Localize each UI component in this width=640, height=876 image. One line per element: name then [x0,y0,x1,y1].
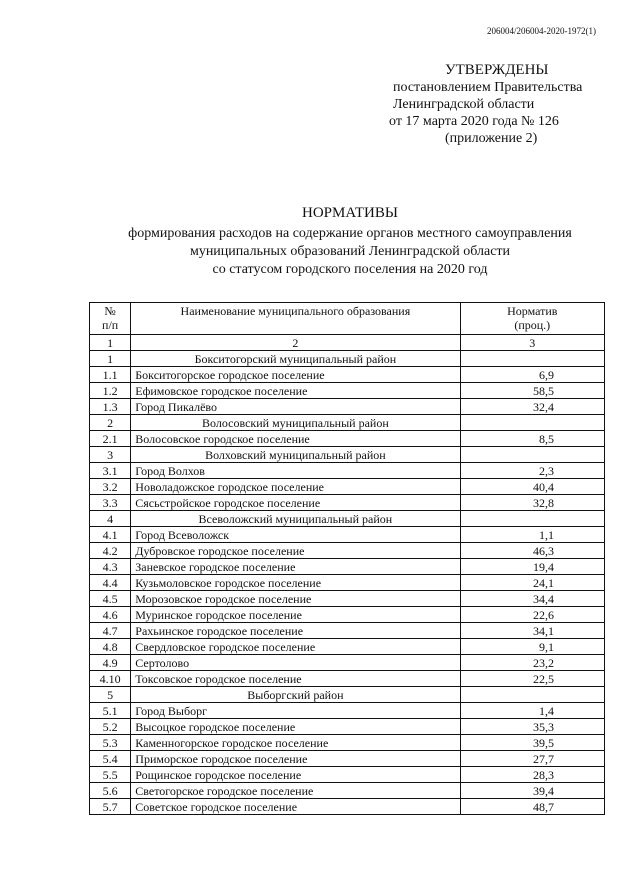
normative-value [460,351,605,367]
row-number: 4.1 [90,527,131,543]
district-row [90,447,605,463]
table-row [90,735,605,751]
row-number: 1.2 [90,383,131,399]
row-number: 1.1 [90,367,131,383]
municipality-name: Свердловское городское поселение [131,639,460,655]
table-row [90,383,605,399]
normative-value: 48,7 [460,799,605,815]
normative-value: 35,3 [460,719,605,735]
table-row [90,463,605,479]
normative-value: 6,9 [460,367,605,383]
normative-value [460,447,605,463]
row-number: 5.3 [90,735,131,751]
header-num: № п/п [90,303,131,335]
normative-value: 19,4 [460,559,605,575]
municipality-name: Ефимовское городское поселение [131,383,460,399]
row-number: 5.1 [90,703,131,719]
normative-value [460,511,605,527]
approval-heading: УТВЕРЖДЕНЫ [445,62,549,78]
title-line-3: со статусом городского поселения на 2020 год [212,262,488,277]
table-row [90,367,605,383]
title-heading: НОРМАТИВЫ [302,205,398,221]
approval-stamp [389,62,582,147]
table-row [90,671,605,687]
index-cell-name: 2 [131,335,460,351]
district-row [90,415,605,431]
municipality-name: Приморское городское поселение [131,751,460,767]
normative-value: 22,5 [460,671,605,687]
table-row [90,655,605,671]
municipality-name: Дубровское городское поселение [131,543,460,559]
normative-value: 2,3 [460,463,605,479]
row-number: 4.3 [90,559,131,575]
district-row [90,687,605,703]
document-registration-number: 206004/206004-2020-1972(1) [487,26,596,36]
title-line-1: формирования расходов на содержание органов местного самоуправления [128,226,572,241]
district-name: Волховский муниципальный район [131,447,460,463]
municipality-name: Сертолово [131,655,460,671]
row-number: 5.5 [90,767,131,783]
municipality-name: Город Волхов [131,463,460,479]
municipality-name: Сясьстройское городское поселение [131,495,460,511]
normative-value: 22,6 [460,607,605,623]
municipality-name: Рощинское городское поселение [131,767,460,783]
municipality-name: Кузьмоловское городское поселение [131,575,460,591]
normative-value: 39,4 [460,783,605,799]
approval-date: от 17 марта 2020 года № 126 [389,114,559,129]
normative-value: 39,5 [460,735,605,751]
normative-value: 27,7 [460,751,605,767]
normative-value: 32,8 [460,495,605,511]
municipality-name: Токсовское городское поселение [131,671,460,687]
district-name: Всеволожский муниципальный район [131,511,460,527]
normative-value: 40,4 [460,479,605,495]
district-name: Выборгский район [131,687,460,703]
table-header-row [90,303,605,335]
normative-value: 1,1 [460,527,605,543]
row-number: 3.3 [90,495,131,511]
table-row [90,495,605,511]
table-row [90,527,605,543]
municipality-name: Город Выборг [131,703,460,719]
municipality-name: Заневское городское поселение [131,559,460,575]
table-row [90,399,605,415]
table-row [90,639,605,655]
approval-appendix: (приложение 2) [445,131,538,146]
table-row [90,703,605,719]
row-number: 4.5 [90,591,131,607]
normative-value: 32,4 [460,399,605,415]
municipality-name: Советское городское поселение [131,799,460,815]
district-row [90,351,605,367]
approval-line-2: постановлением Правительства [393,80,583,95]
normative-value: 28,3 [460,767,605,783]
table-row [90,591,605,607]
row-number: 5.2 [90,719,131,735]
approval-line-3: Ленинградской области [393,97,535,112]
normative-value: 24,1 [460,575,605,591]
row-number: 5.4 [90,751,131,767]
row-number: 4 [90,511,131,527]
index-cell-value: 3 [460,335,605,351]
municipality-name: Высоцкое городское поселение [131,719,460,735]
index-cell-num: 1 [90,335,131,351]
municipality-name: Новоладожское городское поселение [131,479,460,495]
row-number: 4.4 [90,575,131,591]
row-number: 2.1 [90,431,131,447]
table-row [90,575,605,591]
normative-value [460,415,605,431]
row-number: 5 [90,687,131,703]
document-title [0,204,640,279]
row-number: 4.10 [90,671,131,687]
row-number: 4.8 [90,639,131,655]
row-number: 2 [90,415,131,431]
row-number: 1 [90,351,131,367]
row-number: 4.2 [90,543,131,559]
table-row [90,783,605,799]
title-line-2: муниципальных образований Ленинградской области [189,244,511,259]
municipality-name: Город Всеволожск [131,527,460,543]
row-number: 4.9 [90,655,131,671]
row-number: 3.1 [90,463,131,479]
municipality-name: Город Пикалёво [131,399,460,415]
row-number: 5.6 [90,783,131,799]
normative-value: 46,3 [460,543,605,559]
table-row [90,799,605,815]
municipality-name: Бокситогорское городское поселение [131,367,460,383]
municipality-name: Муринское городское поселение [131,607,460,623]
municipality-name: Светогорское городское поселение [131,783,460,799]
normative-value [460,687,605,703]
header-value: Норматив (проц.) [460,303,605,335]
table-row [90,431,605,447]
district-name: Волосовский муниципальный район [131,415,460,431]
normative-value: 23,2 [460,655,605,671]
row-number: 3.2 [90,479,131,495]
table-row [90,623,605,639]
normative-value: 34,1 [460,623,605,639]
normative-value: 58,5 [460,383,605,399]
table-row [90,543,605,559]
table-row [90,767,605,783]
normative-value: 9,1 [460,639,605,655]
municipality-name: Рахьинское городское поселение [131,623,460,639]
column-index-row [90,335,605,351]
normative-value: 1,4 [460,703,605,719]
table-row [90,751,605,767]
table-row [90,479,605,495]
normative-value: 34,4 [460,591,605,607]
normatives-table [89,302,605,815]
header-name: Наименование муниципального образования [131,303,460,335]
table-row [90,607,605,623]
municipality-name: Волосовское городское поселение [131,431,460,447]
municipality-name: Морозовское городское поселение [131,591,460,607]
district-row [90,511,605,527]
row-number: 1.3 [90,399,131,415]
municipality-name: Каменногорское городское поселение [131,735,460,751]
row-number: 5.7 [90,799,131,815]
district-name: Бокситогорский муниципальный район [131,351,460,367]
row-number: 3 [90,447,131,463]
row-number: 4.6 [90,607,131,623]
row-number: 4.7 [90,623,131,639]
table-row [90,559,605,575]
normative-value: 8,5 [460,431,605,447]
table-row [90,719,605,735]
